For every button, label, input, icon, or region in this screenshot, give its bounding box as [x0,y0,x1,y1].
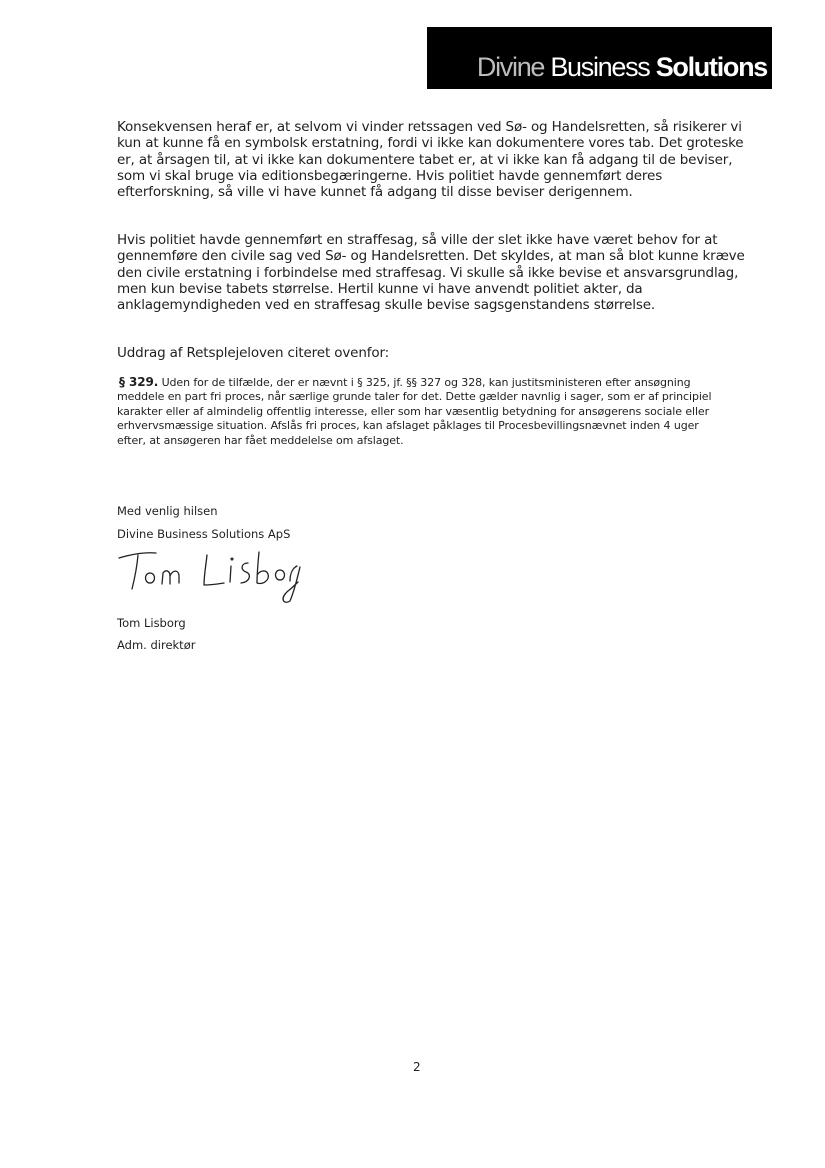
law-quote [117,375,722,448]
body-paragraph-1: Konsekvensen heraf er, at selvom vi vinder retssagen ved Sø- og Handelsretten, så risikerer vi kun at kunne få en symbolsk erstatning, fordi vi ikke kan dokumentere vores tab. Det groteske er, at årsagen til, at vi ikke kan dokumentere tabet er, at vi ikke kan få adgang til de beviser, som vi skal bruge via editionsbegæringerne. Hvis politiet havde gennemført deres efterforskning, så ville vi have kunnet få adgang til disse beviser derigennem. [117,119,744,201]
law-quote-text: Uden for de tilfælde, der er nævnt i § 325, jf. §§ 327 og 328, kan justitsministeren efter ansøgning meddele en part fri proces, når særlige grunde taler for det. Dette gælder navnlig i sager, som er af principiel karakter eller af almindelig offentlig interesse, eller som har væsentlig betydning for ansøgerens sociale eller erhvervsmæssige situation. Afslås fri proces, kan afslaget påklages til Procesbevillingsnævnet inden 4 uger efter, at ansøgeren har fået meddelelse om afslaget. [117,376,712,447]
brand-word-solutions: Solutions [655,52,767,82]
closing-salutation: Med venlig hilsen [117,504,218,518]
handwritten-signature [112,545,312,607]
body-paragraph-2: Hvis politiet havde gennemført en straffesag, så ville der slet ikke have været behov for at gennemføre den civile sag ved Sø- og Handelsretten. Det skyldes, at man så blot kunne kræve den civile erstatning i forbindelse med straffesag. Vi skulle så ikke bevise et ansvarsgrundlag, men kun bevise tabets størrelse. Hertil kunne vi have anvendt politiet akter, da anklagemyndigheden ved en straffesag skulle bevise sagsgenstandens størrelse. [117,232,745,314]
brand-logo [427,27,772,89]
signer-title: Adm. direktør [117,638,196,652]
body-paragraph-3: Uddrag af Retsplejeloven citeret ovenfor: [117,345,390,361]
company-name: Divine Business Solutions ApS [117,527,291,541]
signer-name: Tom Lisborg [117,616,186,630]
page-number: 2 [413,1060,421,1074]
law-section-number: § 329. [119,375,159,389]
brand-word-business: Business [550,52,650,82]
brand-word-divine: Divine [476,52,545,82]
